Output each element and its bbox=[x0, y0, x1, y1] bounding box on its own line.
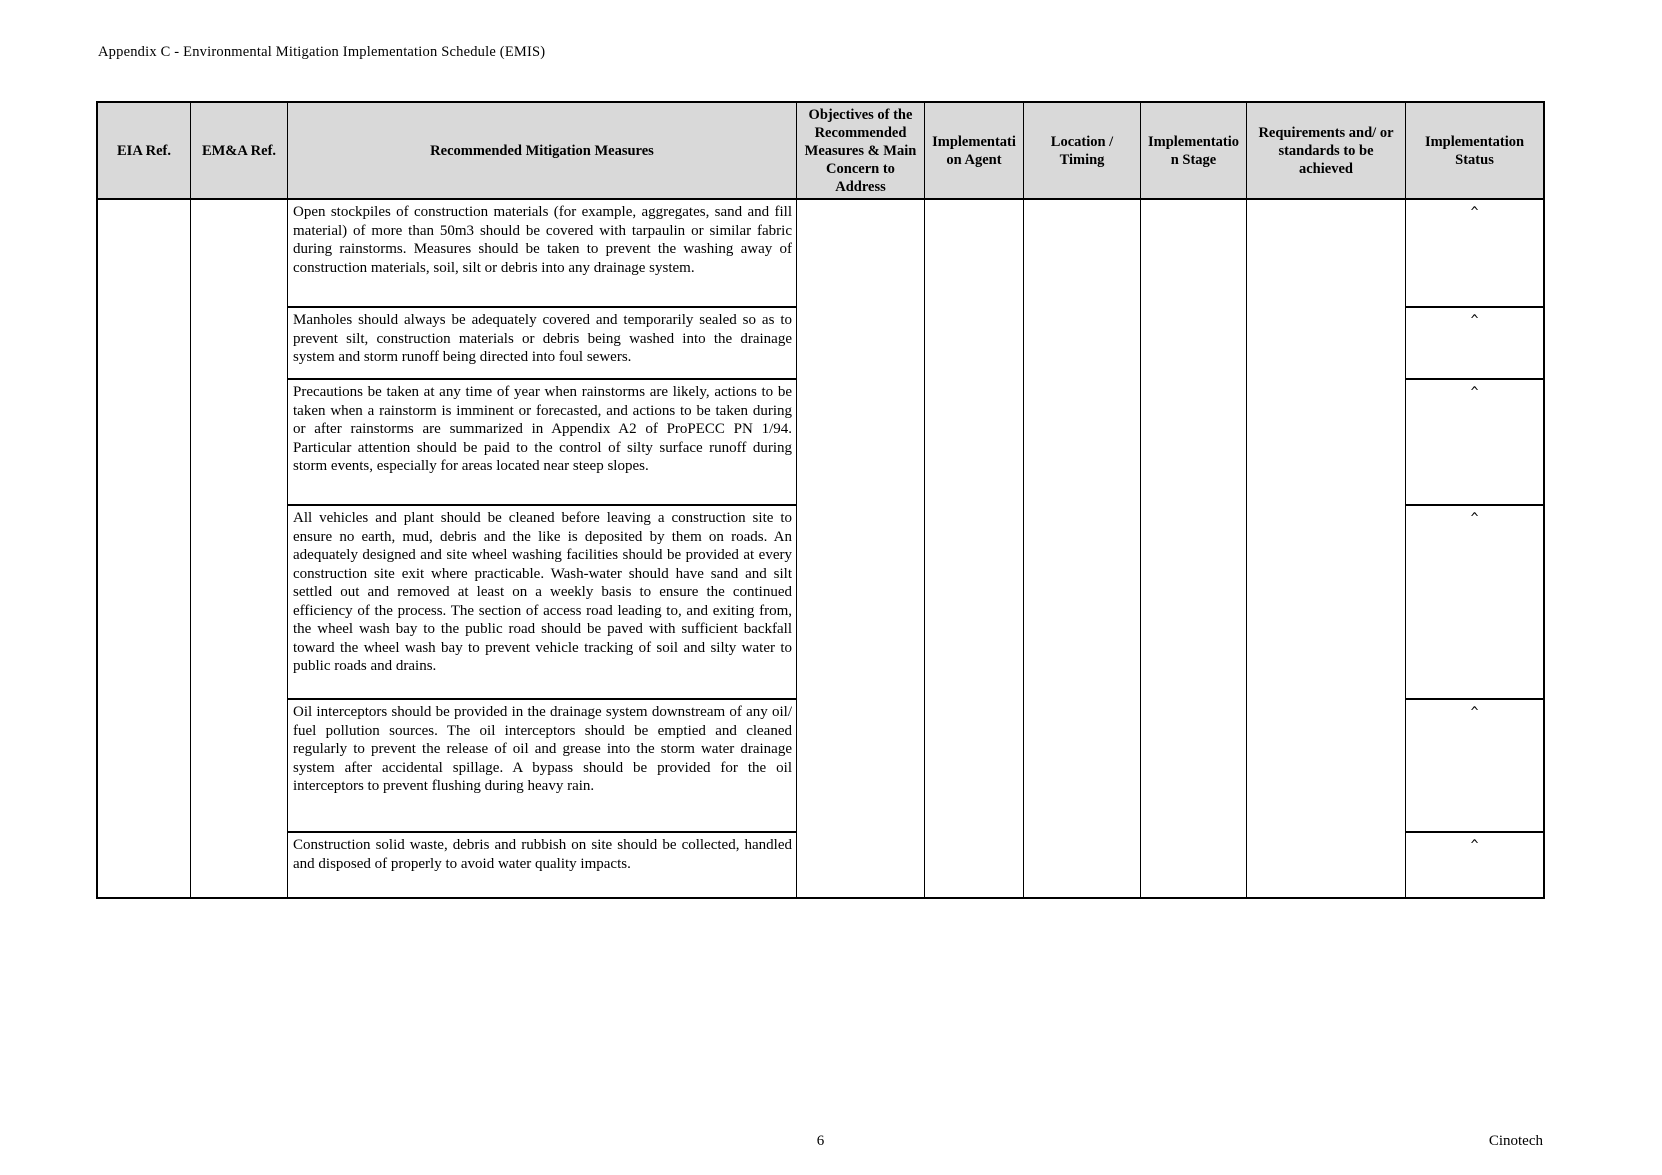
measure-cell-5: Oil interceptors should be provided in the drainage system downstream of any oil/ fuel pollution sources. The oil interceptors should be emptied and cleaned regularly to prevent the release of oil and grease into the storm water drainage system after accidental spillage. A bypass should be provided for the oil interceptors to prevent flushing during heavy rain. bbox=[288, 700, 796, 833]
objectives-body-cell bbox=[797, 200, 924, 897]
col-header-objectives: Objectives of the Recommended Measures & Main Concern to Address bbox=[797, 103, 924, 200]
eia-ref-body-cell bbox=[98, 200, 190, 897]
col-header-measures: Recommended Mitigation Measures bbox=[288, 103, 796, 200]
measure-cell-2: Manholes should always be adequately covered and temporarily sealed so as to prevent silt, construction materials or debris being washed into the drainage system and storm runoff being directed into foul sewers. bbox=[288, 308, 796, 380]
col-header-implementation-status: Implementation Status bbox=[1406, 103, 1543, 200]
column-objectives bbox=[797, 103, 925, 897]
requirements-body-cell bbox=[1247, 200, 1405, 897]
document-title: Appendix C - Environmental Mitigation Implementation Schedule (EMIS) bbox=[98, 44, 546, 60]
column-implementation-stage bbox=[1141, 103, 1247, 897]
measure-cell-4: All vehicles and plant should be cleaned before leaving a construction site to ensure no earth, mud, debris and the like is deposited by them on roads. An adequately designed and site wheel washing facilities should be provided at every construction site exit where practicable. Wash-water should have sand and silt settled out and removed at least on a weekly basis to ensure the continued efficiency of the process. The section of access road leading to, and exiting from, the wheel wash bay to the public road should be paved with sufficient backfall toward the wheel wash bay to prevent vehicle tracking of soil and silty water to public roads and drains. bbox=[288, 506, 796, 700]
col-header-ema-ref: EM&A Ref. bbox=[191, 103, 287, 200]
col-header-requirements: Requirements and/ or standards to be achieved bbox=[1247, 103, 1405, 200]
measure-cell-3: Precautions be taken at any time of year when rainstorms are likely, actions to be taken when a rainstorm is imminent or forecasted, and actions to be taken during or after rainstorms are summarized in Appendix A2 of ProPECC PN 1/94. Particular attention should be paid to the control of silty surface runoff during storm events, especially for areas located near steep slopes. bbox=[288, 380, 796, 506]
implementation-agent-body-cell bbox=[925, 200, 1023, 897]
page-number: 6 bbox=[816, 1133, 825, 1149]
col-header-eia-ref: EIA Ref. bbox=[98, 103, 190, 200]
footer-company: Cinotech bbox=[1488, 1133, 1543, 1149]
location-timing-body-cell bbox=[1024, 200, 1140, 897]
status-cell-3: ^ bbox=[1406, 380, 1543, 506]
column-ema-ref bbox=[191, 103, 288, 897]
col-header-implementation-agent: Implementati on Agent bbox=[925, 103, 1023, 200]
status-cell-5: ^ bbox=[1406, 700, 1543, 833]
emis-table bbox=[96, 101, 1545, 899]
implementation-stage-body-cell bbox=[1141, 200, 1246, 897]
column-location-timing bbox=[1024, 103, 1141, 897]
status-cell-4: ^ bbox=[1406, 506, 1543, 700]
col-header-implementation-stage: Implementatio n Stage bbox=[1141, 103, 1246, 200]
col-header-location-timing: Location / Timing bbox=[1024, 103, 1140, 200]
measure-cell-6: Construction solid waste, debris and rubbish on site should be collected, handled and disposed of properly to avoid water quality impacts. bbox=[293, 837, 792, 872]
status-cell-1: ^ bbox=[1406, 200, 1543, 308]
status-cell-2: ^ bbox=[1406, 308, 1543, 380]
measure-cell-1: Open stockpiles of construction materials (for example, aggregates, sand and fill material) of more than 50m3 should be covered with tarpaulin or similar fabric during rainstorms. Measures should be taken to prevent the washing away of construction materials, soil, silt or debris into any drainage system. bbox=[288, 200, 796, 308]
column-measures bbox=[288, 103, 797, 897]
column-eia-ref bbox=[98, 103, 191, 897]
ema-ref-body-cell bbox=[191, 200, 287, 897]
column-requirements bbox=[1247, 103, 1406, 897]
status-cell-6: ^ bbox=[1470, 838, 1479, 853]
column-implementation-status bbox=[1406, 103, 1543, 897]
column-implementation-agent bbox=[925, 103, 1024, 897]
